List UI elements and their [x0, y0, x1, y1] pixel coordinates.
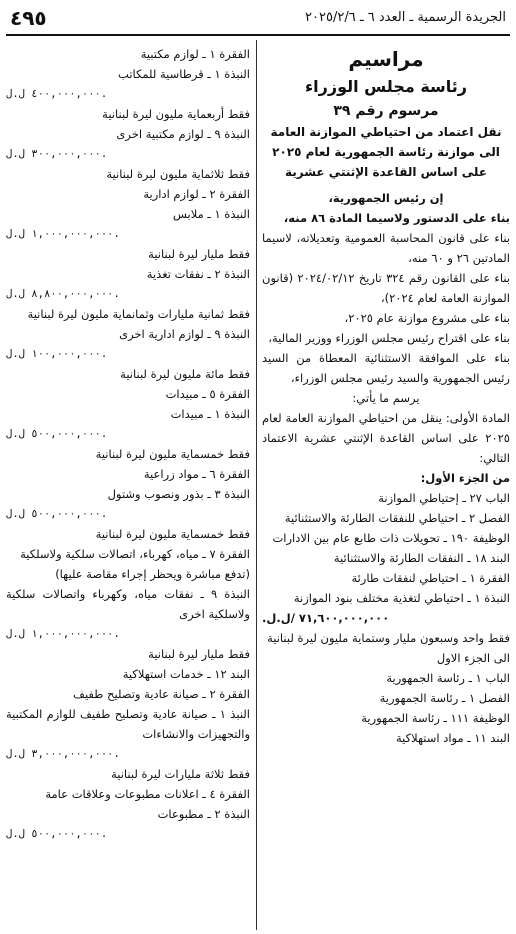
budget-line-from: الباب ٢٧ ـ إحتياطي الموازنة — [378, 491, 510, 505]
budget-line-from: البند ١٨ ـ النفقات الطارئة والاستثنائية — [333, 551, 510, 565]
gazette-issue-title: الجريدة الرسمية ـ العدد ٦ ـ ٢٠٢٥/٢/٦ — [305, 10, 506, 25]
amount: ٨,٨٠٠,٠٠٠,٠٠٠ ل.ل. — [6, 288, 120, 300]
budget-item-line: الفقرة ٢ ـ صيانة عادية وتصليح طفيف — [73, 687, 250, 701]
amount-in-words: فقط أربعماية مليون ليرة لبنانية — [102, 107, 250, 121]
amount-in-words: فقط مليار ليرة لبنانية — [148, 247, 250, 261]
budget-item-line: النبذة ٩ ـ لوازم ادارية اخرى — [119, 327, 250, 341]
budget-item-line: النبذ ١ ـ صيانة عادية وتصليح طفيف للوازم المكتبية والتجهيزات والانشاءات — [6, 707, 250, 741]
budget-item-line: الفقرة ١ ـ لوازم مكتبية — [140, 47, 250, 61]
page-header — [6, 6, 510, 32]
column-divider — [256, 40, 257, 930]
amount: ٥٠٠,٠٠٠,٠٠٠ ل.ل. — [6, 828, 108, 840]
right-column — [262, 44, 510, 748]
amount-in-words: فقط ثمانية مليارات وثمانماية مليون ليرة لبنانية — [27, 307, 250, 321]
amount-in-words: فقط ثلاثة مليارات ليرة لبنانية — [111, 767, 250, 781]
budget-item-line: الفقرة ٤ ـ اعلانات مطبوعات وعلاقات عامة — [45, 787, 250, 801]
amount: ١٠٠,٠٠٠,٠٠٠ ل.ل. — [6, 348, 108, 360]
budget-item-line: الفقرة ٥ ـ مبيدات — [165, 387, 250, 401]
amount-in-words: فقط مائة مليون ليرة لبنانية — [120, 367, 250, 381]
amount-in-words: فقط خمسماية مليون ليرة لبنانية — [95, 527, 250, 541]
decrees-following: يرسم ما يأتي: — [352, 391, 420, 405]
article-one: المادة الأولى: ينقل من احتياطي الموازنة العامة لعام ٢٠٢٥ على اساس القاعدة الإثنتي عشرية الاعتماد التالي: — [262, 411, 510, 465]
budget-line-from: الفقرة ١ ـ احتياطي لنفقات طارئة — [351, 571, 510, 585]
budget-item-line: الفقرة ٢ ـ لوازم ادارية — [143, 187, 250, 201]
decree-paragraph: بناء على اقتراح رئيس مجلس الوزراء ووزير المالية، — [268, 331, 510, 345]
amount: ٤٠٠,٠٠٠,٠٠٠ ل.ل. — [6, 88, 108, 100]
authority-heading: رئاسة مجلس الوزراء — [305, 77, 467, 96]
page-number: ٤٩٥ — [10, 6, 47, 30]
budget-line-to: الفصل ١ ـ رئاسة الجمهورية — [379, 691, 510, 705]
decree-paragraph: بناء على قانون المحاسبة العمومية وتعديلاته، لاسيما المادتين ٢٦ و ٦٠ منه، — [262, 231, 510, 265]
budget-item-line: الفقرة ٧ ـ مياه، كهرباء، اتصالات سلكية ولاسلكية — [20, 547, 250, 561]
budget-line-to: البند ١١ ـ مواد استهلاكية — [395, 731, 510, 745]
budget-item-line: النبذة ٢ ـ مطبوعات — [157, 807, 250, 821]
budget-item-line: (تدفع مباشرة ويحظر إجراء مقاصة عليها) — [55, 567, 250, 581]
amount: ٥٠٠,٠٠٠,٠٠٠ ل.ل. — [6, 508, 108, 520]
decree-basis: بناء على الدستور ولاسيما المادة ٨٦ منه، — [283, 211, 510, 225]
decree-number: مرسوم رقم ٣٩ — [333, 103, 439, 119]
amount: ٣٠٠,٠٠٠,٠٠٠ ل.ل. — [6, 148, 108, 160]
amount-in-words: فقط مليار ليرة لبنانية — [148, 647, 250, 661]
budget-item-line: النبذة ٩ ـ لوازم مكتبية اخرى — [116, 127, 250, 141]
budget-line-to: الوظيفة ١١١ ـ رئاسة الجمهورية — [361, 711, 510, 725]
amount-in-words: فقط خمسماية مليون ليرة لبنانية — [95, 447, 250, 461]
budget-line-to: الباب ١ ـ رئاسة الجمهورية — [386, 671, 510, 685]
budget-item-line: النبذة ٣ ـ بذور ونصوب وشتول — [107, 487, 250, 501]
decree-title-line: نقل اعتماد من احتياطي الموازنة العامة — [270, 125, 502, 139]
budget-line-from: الفصل ٢ ـ احتياطي للنفقات الطارئة والاستثنائية — [284, 511, 510, 525]
budget-item-line: الفقرة ٦ ـ مواد زراعية — [143, 467, 250, 481]
budget-item-line: النبذة ٢ ـ نفقات تغذية — [146, 267, 250, 281]
decree-title-line: الى موازنة رئاسة الجمهورية لعام ٢٠٢٥ — [272, 145, 500, 159]
decree-paragraph: بناء على القانون رقم ٣٢٤ تاريخ ٢٠٢٤/٠٢/١٢ (قانون الموازنة العامة لعام ٢٠٢٤)، — [262, 271, 510, 305]
decree-paragraph: بناء على مشروع موازنة عام ٢٠٢٥، — [344, 311, 510, 325]
decree-intro: إن رئيس الجمهورية، — [328, 191, 444, 205]
budget-item-line: النبذة ١ ـ قرطاسية للمكاتب — [118, 67, 250, 81]
budget-line-from: الوظيفة ١٩٠ ـ تحويلات ذات طابع عام بين الادارات — [272, 531, 510, 545]
budget-item-line: النبذة ٩ ـ نفقات مياه، وكهرباء واتصالات سلكية ولاسلكية اخرى — [6, 587, 250, 621]
budget-line-from: النبذة ١ ـ احتياطي لتغذية مختلف بنود الموازنة — [293, 591, 510, 605]
decree-title-line: على اساس القاعدة الإثنتي عشرية — [284, 165, 488, 179]
total-amount: ٧١,٦٠٠,٠٠٠,٠٠٠ /ل.ل. — [262, 611, 390, 625]
left-column — [6, 44, 250, 844]
section-heading: مراسيم — [348, 47, 424, 71]
budget-item-line: البند ١٢ ـ خدمات استهلاكية — [122, 667, 250, 681]
amount: ٣,٠٠٠,٠٠٠,٠٠٠ ل.ل. — [6, 748, 120, 760]
budget-item-line: النبذة ١ ـ ملابس — [172, 207, 250, 221]
amount: ١,٠٠٠,٠٠٠,٠٠٠ ل.ل. — [6, 228, 120, 240]
amount-in-words: فقط ثلاثماية مليون ليرة لبنانية — [106, 167, 250, 181]
total-amount-words: فقط واحد وسبعون مليار وستماية مليون ليرة لبنانية — [267, 631, 510, 645]
to-part: الى الجزء الاول — [436, 651, 510, 665]
decree-paragraph: بناء على الموافقة الاستثنائية المعطاة من السيد رئيس الجمهورية والسيد رئيس مجلس الوزراء، — [262, 351, 510, 385]
budget-item-line: النبذة ١ ـ مبيدات — [170, 407, 250, 421]
header-rule — [6, 34, 510, 36]
part-one-title: من الجزء الأول: — [420, 471, 510, 485]
amount: ٥٠٠,٠٠٠,٠٠٠ ل.ل. — [6, 428, 108, 440]
amount: ١,٠٠٠,٠٠٠,٠٠٠ ل.ل. — [6, 628, 120, 640]
